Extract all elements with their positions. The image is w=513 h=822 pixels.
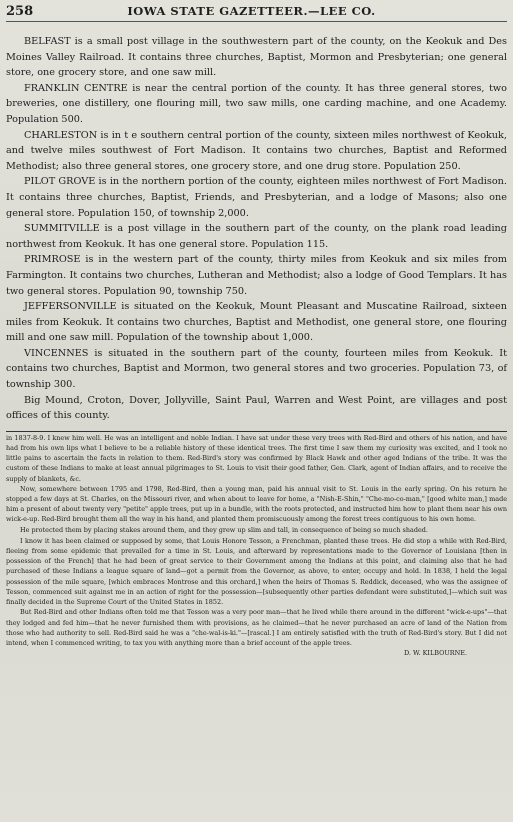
paragraph-apple-trees-gift: Now, somewhere between 1795 and 1798, Red-Bird, then a young man, paid his annual visit to St. Louis in the early spring. On his return he stopped a few days at St. Charles, on the Missouri river, and when about to leave for home, a "Nish-E-Shin," "Che-mo-co-man," [good white man,] made him a present of about twenty very "petite" apple trees, put up in a bundle, with the roots protected, and instructed him how to plant them near his own wick-e-up. Red-Bird brought them all the way in his hand, and planted them promiscuously among the forest trees contiguous to his own home.	[6, 484, 507, 524]
paragraph-red-bird-intro: in 1837-8-9. I knew him well. He was an intelligent and noble Indian. I have sat under these very trees with Red-Bird and others of his nation, and have had from his own lips what I believe to be a reliable history of these identical trees. The first time I saw them my curiosity was excited, and I took no little pains to ascertain the facts in relation to them. Red-Bird's story was confirmed by Black Hawk and other aged Indians of the tribe. It was the custom of these Indians to make at least annual pilgrimages to St. Louis to visit their good father, Gen. Clark, agent of Indian affairs, and to receive the supply of blankets, &c.	[6, 433, 507, 483]
section-divider	[6, 431, 507, 432]
paragraph-summitville: SUMMITVILLE is a post village in the southern part of the county, on the plank road leading northwest from Keokuk. It has one general store. Population 115.	[6, 223, 507, 250]
running-head	[6, 4, 507, 22]
paragraph-tesson-poor: But Red-Bird and other Indians often told me that Tesson was a very poor man—that he lived while there around in the different "wick-e-ups"—that they lodged and fed him—that he never furnished them with provisions, as he claimed—that he never purchased an acre of land of the Nation from those who had authority to sell. Red-Bird said he was a "che-wal-is-ki."—[rascal.] I am entirely satisfied with the truth of Red-Bird's story. But I did not intend, when I commenced writing, to tax you with anything more than a brief account of the apple trees.	[6, 608, 507, 647]
running-title: IOWA STATE GAZETTEER.—LEE CO.	[127, 4, 376, 18]
paragraph-primrose: PRIMROSE is in the western part of the county, thirty miles from Keokuk and six miles from Farmington. It contains two churches, Lutheran and Methodist; also a lodge of Good Templars. It has two general stores. Population 90, township 750.	[6, 254, 507, 297]
village-descriptions	[6, 34, 507, 424]
paragraph-charleston: CHARLESTON is in t e southern central portion of the county, sixteen miles northwest of Keokuk, and twelve miles southwest of Fort Madison. It contains two churches, Baptist and Reformed Methodist; also three general stores, one grocery store, and one drug store. Population 250.	[6, 129, 507, 172]
paragraph-franklin-centre: FRANKLIN CENTRE is near the central portion of the county. It has three general stores, two breweries, one distillery, one flouring mill, two saw mills, one carding machine, and one Academy. Population 500.	[6, 82, 507, 125]
paragraph-belfast: BELFAST is a small post village in the southwestern part of the county, on the Keokuk and Des Moines Valley Railroad. It contains three churches, Baptist, Mormon and Presbyterian; one general store, one grocery store, and one saw mill.	[6, 36, 507, 79]
paragraph-jeffersonville: JEFFERSONVILLE is situated on the Keokuk, Mount Pleasant and Muscatine Railroad, sixteen miles from Keokuk. It contains two churches, Baptist and Methodist, one general store, one flouring mill and one saw mill. Population of the township about 1,000.	[6, 301, 507, 344]
paragraph-stakes: He protected them by placing stakes around them, and they grew up slim and tall, in consequence of being so much shaded.	[20, 525, 428, 534]
signature: D. W. KILBOURNE.	[403, 649, 467, 658]
paragraph-tesson-claim: I know it has been claimed or supposed by some, that Louis Honore Tesson, a Frenchman, planted these trees. He did stop a while with Red-Bird, fleeing from some epidemic that prevailed for a time in St. Louis, and afterward by representations made to the Governor of Louisiana [then in possession of the French] that he had been of great service to their Government among the Indians at this point, and claiming also that he had purchased of these Indians a league square of land—got a permit from the Governor, as above, to enter, occupy and hold. In 1838, I held the legal possession of the mile square, [which embraces Montrose and this orchard,] when the heirs of Thomas S. Reddick, deceased, who was the assignee of Tesson, commenced suit against me in an action of right for the possession—[subsequently other parties defendant were substituted,]—which suit was finally decided in the Supreme Court of the United States in 1852.	[6, 536, 507, 607]
page-number: 258	[6, 4, 34, 19]
paragraph-pilot-grove: PILOT GROVE is in the northern portion of the county, eighteen miles northwest of Fort Madison. It contains three churches, Baptist, Friends, and Presbyterian, and a lodge of Masons; also one general store. Population 150, of township 2,000.	[6, 176, 507, 219]
paragraph-other-villages: Big Mound, Croton, Dover, Jollyville, Saint Paul, Warren and West Point, are villages and post offices of this county.	[6, 394, 507, 422]
red-bird-account	[6, 433, 507, 658]
paragraph-vincennes: VINCENNES is situated in the southern part of the county, fourteen miles from Keokuk. It contains two churches, Baptist and Mormon, two general stores and two groceries. Population 73, of township 300.	[6, 347, 507, 391]
